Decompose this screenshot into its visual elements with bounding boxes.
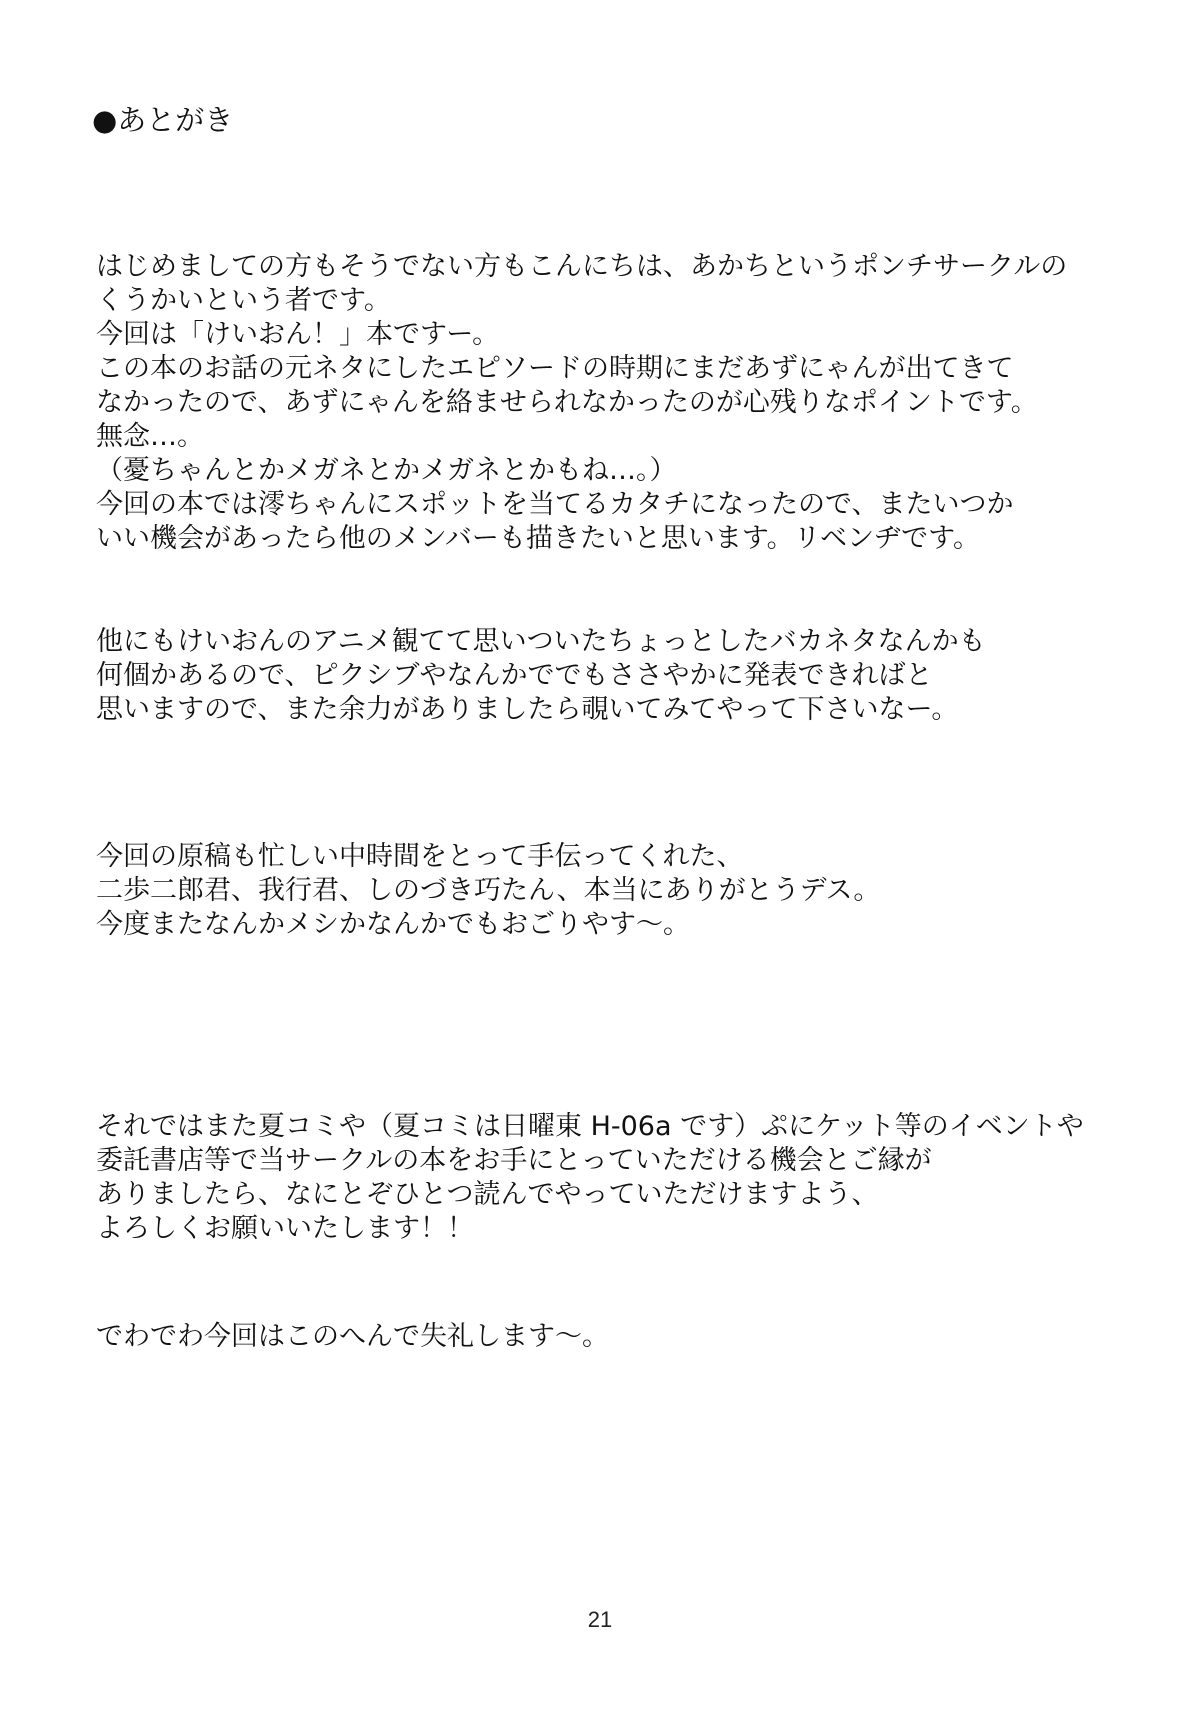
text-line: 思いますので、また余力がありましたら覗いてみてやって下さいなー。 xyxy=(96,694,959,725)
text-line: よろしくお願いいたします！！ xyxy=(96,1213,474,1244)
text-line: 今度またなんかメシかなんかでもおごりやす～。 xyxy=(96,909,690,940)
text-line: くうかいという者です。 xyxy=(96,285,391,316)
text-line: ありましたら、なにとぞひとつ読んでやっていただけますよう、 xyxy=(96,1179,879,1210)
text-line: でわでわ今回はこのへんで失礼します～。 xyxy=(96,1321,609,1352)
text-line: 今回の本では澪ちゃんにスポットを当てるカタチになったので、またいつか xyxy=(96,489,1014,520)
text-line: 今回は「けいおん！」本ですー。 xyxy=(96,319,500,350)
afterword-heading: ●あとがき xyxy=(92,103,234,137)
page-number: 21 xyxy=(587,1607,613,1632)
text-line: 二歩二郎君、我行君、しのづき巧たん、本当にありがとうデス。 xyxy=(96,875,881,906)
text-line: それではまた夏コミや（夏コミは日曜東 H-06a です）ぷにケット等のイベントや xyxy=(96,1111,1084,1142)
paragraph-greeting xyxy=(96,250,1067,556)
paragraph-thanks xyxy=(96,840,880,942)
paragraph-closing xyxy=(96,1320,609,1354)
text-line: 今回の原稿も忙しい中時間をとって手伝ってくれた、 xyxy=(96,841,744,872)
text-line: いい機会があったら他のメンバーも描きたいと思います。リベンヂです。 xyxy=(96,523,980,554)
text-line: 他にもけいおんのアニメ観てて思いついたちょっとしたバカネタなんかも xyxy=(96,626,986,657)
text-line: 何個かあるので、ピクシブやなんかででもささやかに発表できればと xyxy=(96,660,933,691)
paragraph-events xyxy=(96,1110,1084,1246)
paragraph-other-ideas xyxy=(96,625,986,727)
text-line: なかったので、あずにゃんを絡ませられなかったのが心残りなポイントです。 xyxy=(96,387,1038,418)
text-line: 委託書店等で当サークルの本をお手にとっていただける機会とご縁が xyxy=(96,1145,932,1176)
text-line: 無念…。 xyxy=(96,421,204,452)
text-line: （憂ちゃんとかメガネとかメガネとかもね…。） xyxy=(96,455,677,486)
text-line: この本のお話の元ネタにしたエピソードの時期にまだあずにゃんが出てきて xyxy=(96,353,1014,384)
text-line: はじめましての方もそうでない方もこんにちは、あかちというポンチサークルの xyxy=(96,251,1068,282)
